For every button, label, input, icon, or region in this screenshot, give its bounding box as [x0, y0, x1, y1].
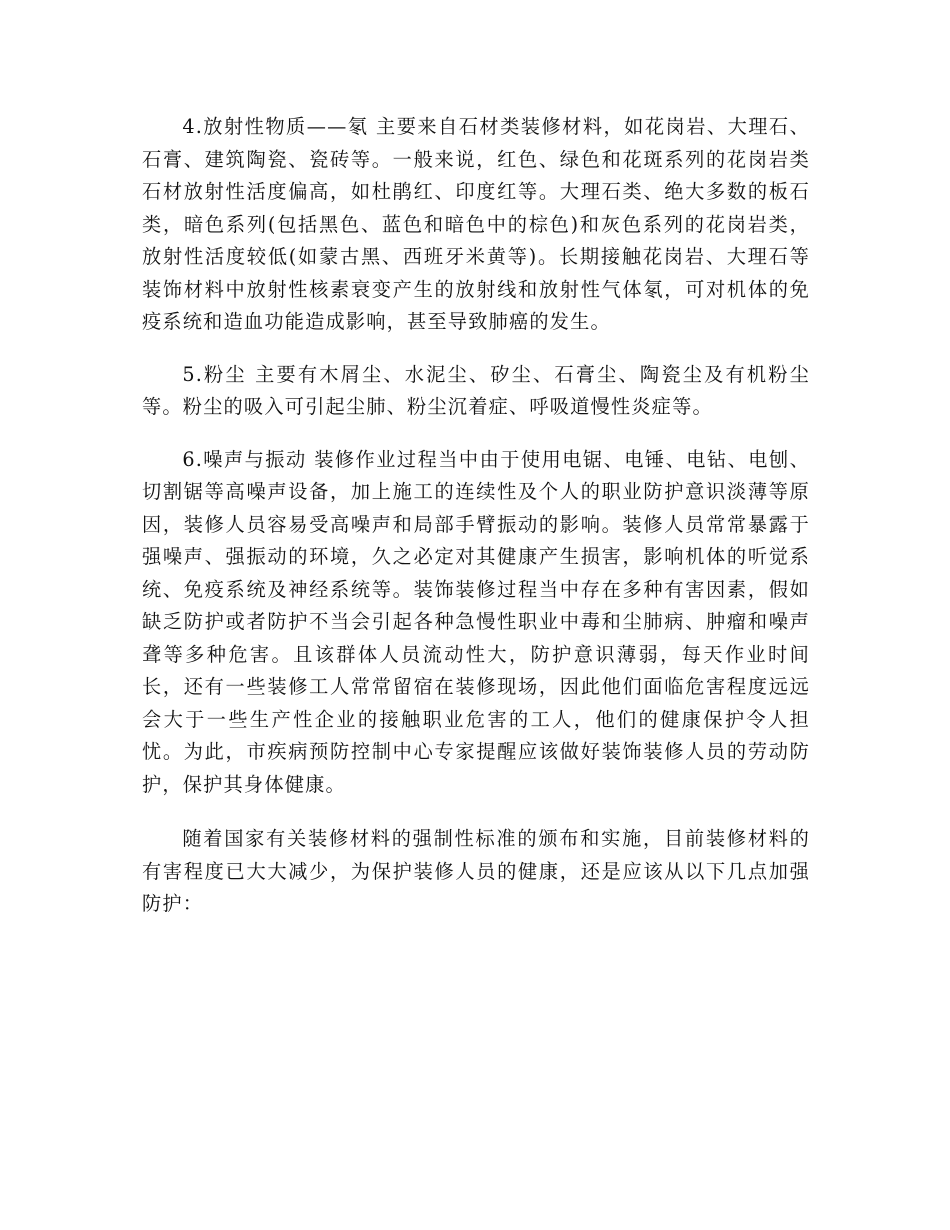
document-body	[142, 111, 810, 921]
paragraph-protection-intro: 随着国家有关装修材料的强制性标准的颁布和实施，目前装修材料的有害程度已大大减少，为保护装修人员的健康，还是应该从以下几点加强防护：	[142, 827, 810, 915]
paragraph-dust: 5.粉尘 主要有木屑尘、水泥尘、矽尘、石膏尘、陶瓷尘及有机粉尘等。粉尘的吸入可引起尘肺、粉尘沉着症、呼吸道慢性炎症等。	[142, 362, 810, 418]
paragraph-noise-vibration: 6.噪声与振动 装修作业过程当中由于使用电锯、电锤、电钻、电刨、切割锯等高噪声设备，加上施工的连续性及个人的职业防护意识淡薄等原因，装修人员容易受高噪声和局部手臂振动的影响。装修人员常常暴露于强噪声、强振动的环境，久之必定对其健康产生损害，影响机体的听觉系统、免疫系统及神经系统等。装饰装修过程当中存在多种有害因素，假如缺乏防护或者防护不当会引起各种急慢性职业中毒和尘肺病、肿瘤和噪声聋等多种危害。且该群体人员流动性大，防护意识薄弱，每天作业时间长，还有一些装修工人常常留宿在装修现场，因此他们面临危害程度远远会大于一些生产性企业的接触职业危害的工人，他们的健康保护令人担忧。为此，市疾病预防控制中心专家提醒应该做好装饰装修人员的劳动防护，保护其身体健康。	[142, 447, 810, 796]
paragraph-radon: 4.放射性物质——氡 主要来自石材类装修材料，如花岗岩、大理石、石膏、建筑陶瓷、瓷砖等。一般来说，红色、绿色和花斑系列的花岗岩类石材放射性活度偏高，如杜鹃红、印度红等。大理石类、绝大多数的板石类，暗色系列(包括黑色、蓝色和暗色中的棕色)和灰色系列的花岗岩类，放射性活度较低(如蒙古黑、西班牙米黄等)。长期接触花岗岩、大理石等装饰材料中放射性核素衰变产生的放射线和放射性气体氡，可对机体的免疫系统和造血功能造成影响，甚至导致肺癌的发生。	[142, 115, 810, 333]
